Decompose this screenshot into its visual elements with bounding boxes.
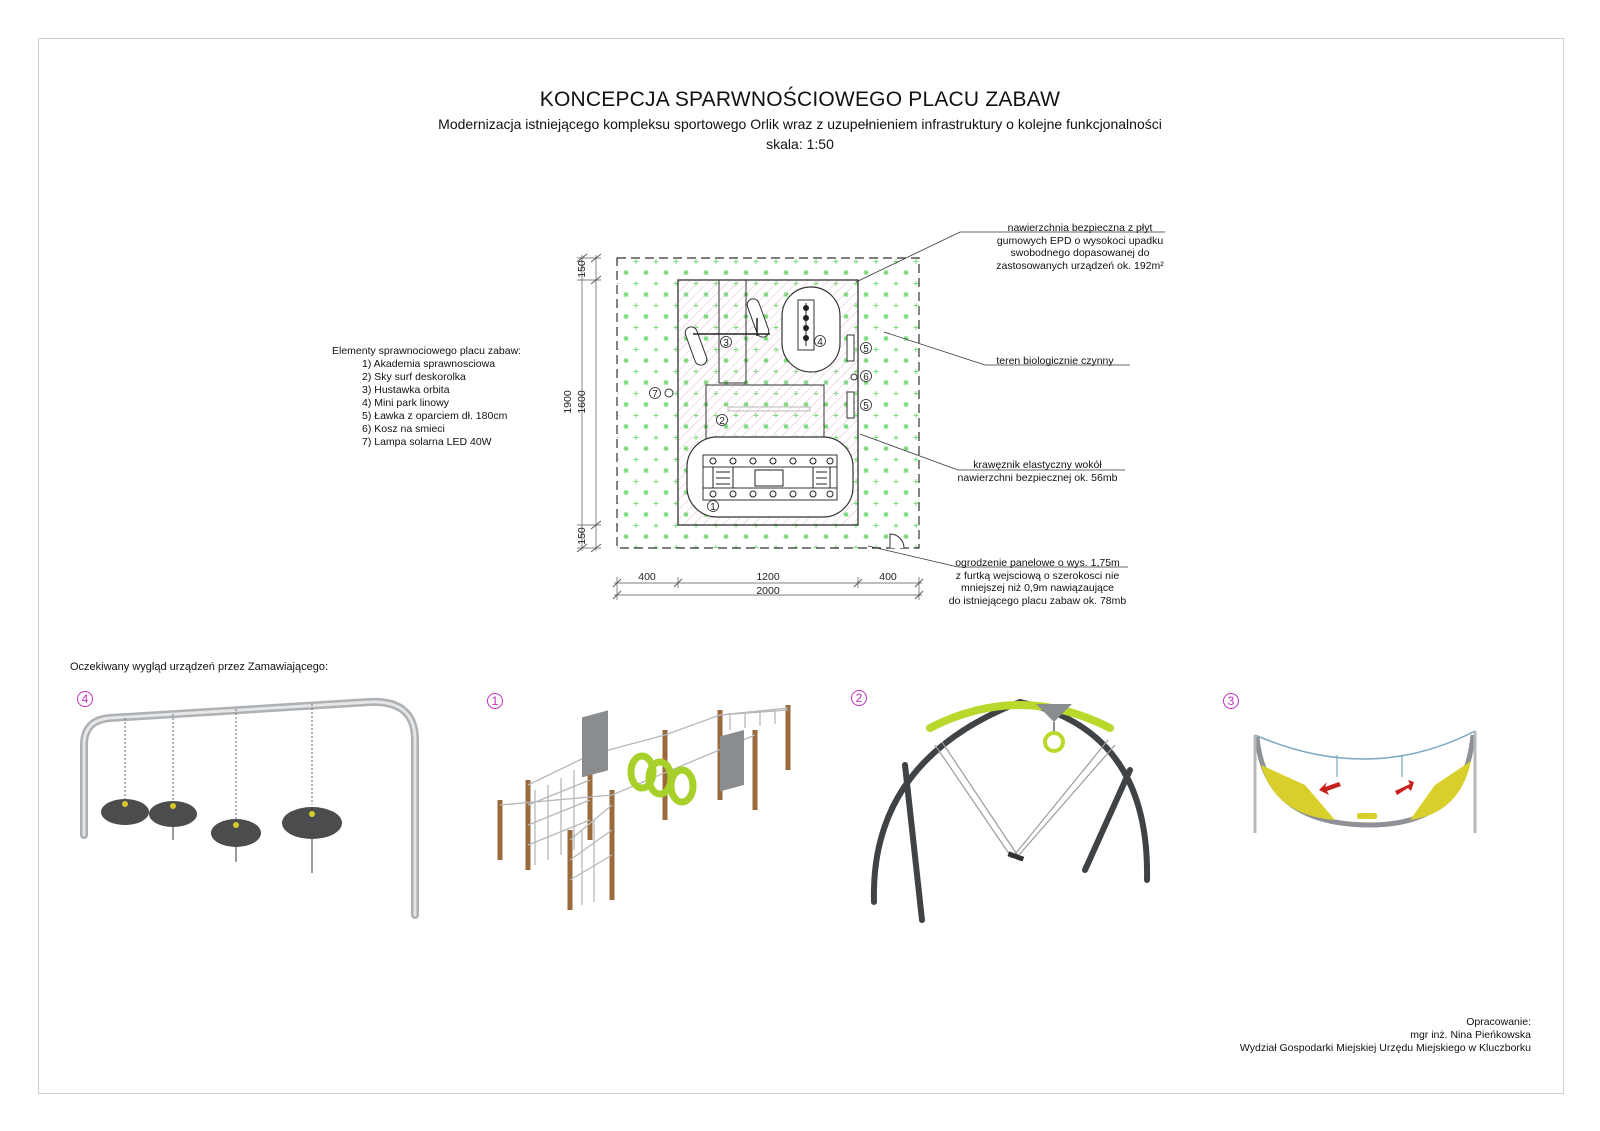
legend-item: 5) Ławka z oparciem dł. 180cm [362, 410, 508, 422]
gallery-number: 3 [1223, 693, 1239, 709]
bin [851, 374, 857, 380]
dim-mid: 1200 [756, 571, 780, 583]
bench [847, 392, 854, 418]
note-bio: teren biologicznie czynny [996, 355, 1114, 367]
legend-item: 6) Kosz na smieci [362, 423, 445, 435]
legend-item: 4) Mini park linowy [362, 397, 449, 409]
plan-marker: 5 [863, 344, 869, 355]
note-fence: ogrodzenie panelowe o wys. 1,75m z furtką wejsciową o szerokosci nie mniejszej niż 0,9m nawiązaujące do istniejącego placu zabaw ok. 78mb [948, 557, 1127, 607]
plan-marker: 5 [863, 401, 869, 412]
plan-marker: 1 [710, 502, 716, 513]
dim-total-height: 1900 [562, 390, 574, 414]
plan-marker: 4 [817, 337, 823, 348]
gallery-number: 2 [851, 690, 867, 706]
gallery-caption: Oczekiwany wygląd urządzeń przez Zamawiającego: [70, 661, 329, 673]
scale-label: skala: 1:50 [766, 136, 834, 152]
lamp [665, 389, 673, 397]
dim-inner-height: 1600 [576, 390, 588, 414]
plan-marker: 3 [723, 338, 729, 349]
author-label: Opracowanie: [1466, 1016, 1531, 1028]
gallery-number: 4 [77, 691, 93, 707]
gallery-number: 1 [487, 693, 503, 709]
mini-rope-park-image [70, 690, 450, 950]
dim-total-width: 2000 [756, 585, 780, 597]
note-surface: nawierzchnia bezpieczna z płyt gumowych EPD o wysokoci upadku swobodnego dopasowanej do zastosowanych urządzeń ok. 192m² [996, 222, 1164, 272]
legend-item: 2) Sky surf deskorolka [362, 371, 466, 383]
dim-left: 400 [638, 571, 656, 583]
legend-heading: Elementy sprawnociowego placu zabaw: [332, 345, 522, 357]
author-name: mgr inż. Nina Pieńkowska [1410, 1029, 1531, 1041]
page-subtitle: Modernizacja istniejącego kompleksu sportowego Orlik wraz z uzupełnieniem infrastruktury o kolejne funkcjonalności [438, 116, 1162, 132]
orbit-swing-image [1245, 725, 1485, 845]
note-curb: krawęznik elastyczny wokół nawierzchni bezpiecznej ok. 56mb [957, 459, 1118, 484]
plan-marker: 7 [652, 389, 658, 400]
dim-top-margin: 150 [576, 260, 588, 278]
legend-item: 1) Akademia sprawnosciowa [362, 358, 496, 370]
legend-item: 3) Hustawka orbita [362, 384, 450, 396]
bench [847, 335, 854, 361]
legend-item: 7) Lampa solarna LED 40W [362, 436, 492, 448]
author-org: Wydział Gospodarki Miejskiej Urzędu Miejskiego w Kluczborku [1239, 1042, 1531, 1054]
fitness-academy-image [490, 690, 820, 940]
dim-right: 400 [879, 571, 897, 583]
author-block [1240, 1016, 1531, 1055]
plan-marker: 6 [863, 372, 869, 383]
plan-marker: 2 [719, 416, 725, 427]
page-title: KONCEPCJA SPARWNOŚCIOWEGO PLACU ZABAW [539, 88, 1061, 111]
dim-bottom-margin: 150 [576, 527, 588, 545]
sky-surf-image [860, 690, 1170, 950]
